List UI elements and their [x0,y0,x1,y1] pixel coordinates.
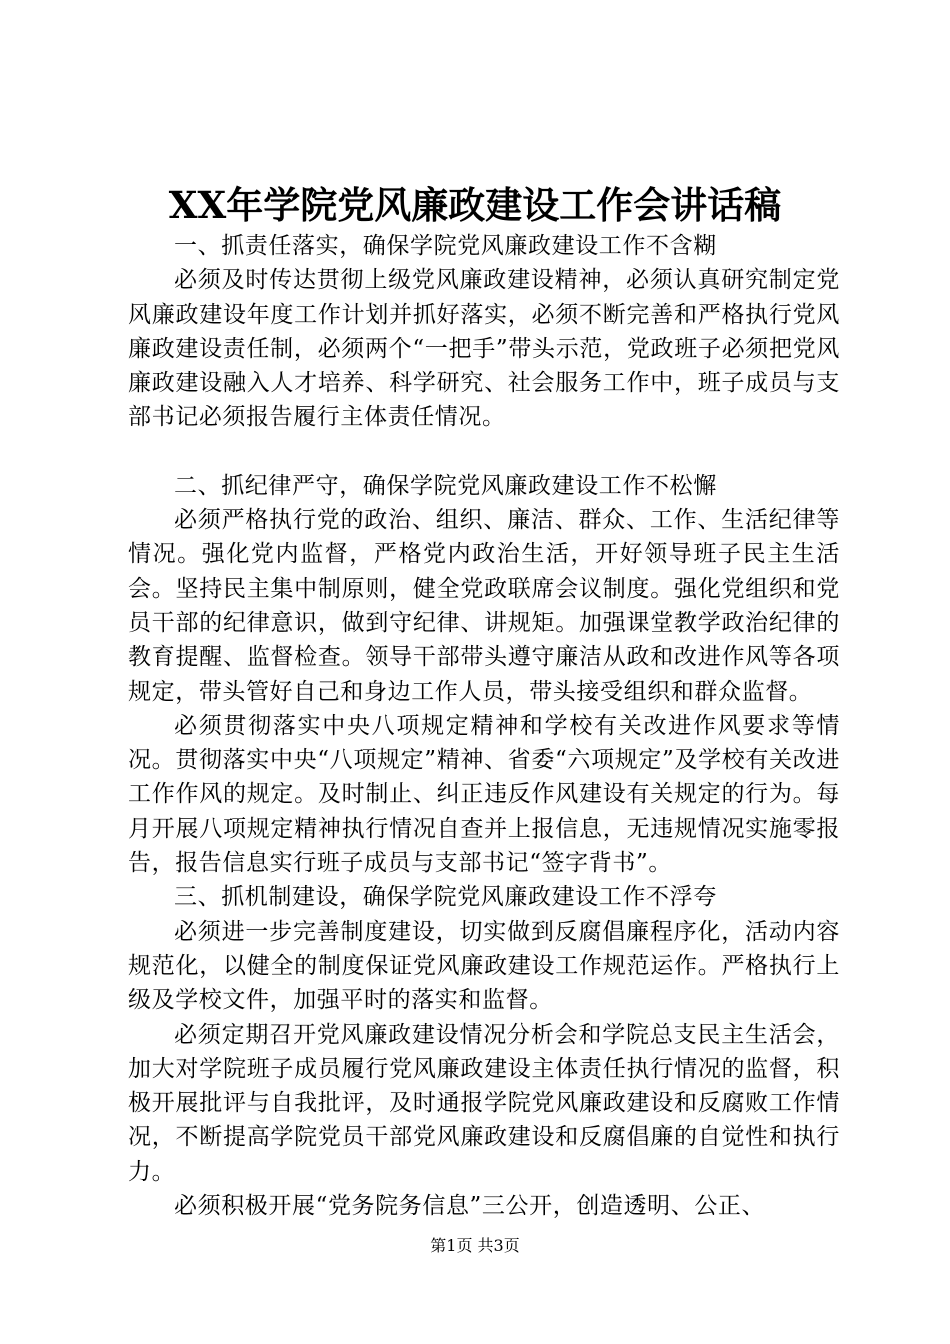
section-heading-3: 三、抓机制建设，确保学院党风廉政建设工作不浮夸 [174,884,717,911]
section-1-paragraph-1: 必须及时传达贯彻上级党风廉政建设精神，必须认真研究制定党风廉政建设年度工作计划并抓好落实，必须不断完善和严格执行党风廉政建设责任制，必须两个“一把手”带头示范，党政班子必须把党风廉政建设融入人才培养、科学研究、社会服务工作中，班子成员与支部书记必须报告履行主体责任情况。 [128,267,840,431]
paragraph-spacer [128,435,840,469]
section-3-paragraph-2: 必须定期召开党风廉政建设情况分析会和学院总支民主生活会，加大对学院班子成员履行党风廉政建设主体责任执行情况的监督，积极开展批评与自我批评，及时通报学院党风廉政建设和反腐败工作情况，不断提高学院党员干部党风廉政建设和反腐倡廉的自觉性和执行力。 [128,1021,840,1185]
section-2-paragraph-1: 必须严格执行党的政治、组织、廉洁、群众、工作、生活纪律等情况。强化党内监督，严格党内政治生活，开好领导班子民主生活会。坚持民主集中制原则，健全党政联席会议制度。强化党组织和党员干部的纪律意识，做到守纪律、讲规矩。加强课堂教学政治纪律的教育提醒、监督检查。领导干部带头遵守廉洁从政和改进作风等各项规定，带头管好自己和身边工作人员，带头接受组织和群众监督。 [128,507,840,705]
section-3-paragraph-1: 必须进一步完善制度建设，切实做到反腐倡廉程序化，活动内容规范化，以健全的制度保证党风廉政建设工作规范运作。严格执行上级及学校文件，加强平时的落实和监督。 [128,918,840,1014]
section-heading-2: 二、抓纪律严守，确保学院党风廉政建设工作不松懈 [174,472,717,499]
section-3-paragraph-3: 必须积极开展“党务院务信息”三公开，创造透明、公正、 [174,1193,766,1220]
document-title: XX年学院党风廉政建设工作会讲话稿 [168,183,782,227]
document-body [128,229,840,1223]
section-2-paragraph-2: 必须贯彻落实中央八项规定精神和学校有关改进作风要求等情况。贯彻落实中央“八项规定”精神、省委“六项规定”及学校有关改进工作作风的规定。及时制止、纠正违反作风建设有关规定的行为。每月开展八项规定精神执行情况自查并上报信息，无违规情况实施零报告，报告信息实行班子成员与支部书记“签字背书”。 [128,712,840,877]
section-heading-1: 一、抓责任落实，确保学院党风廉政建设工作不含糊 [174,233,717,259]
page-footer: 第1页 共3页 [430,1236,520,1255]
